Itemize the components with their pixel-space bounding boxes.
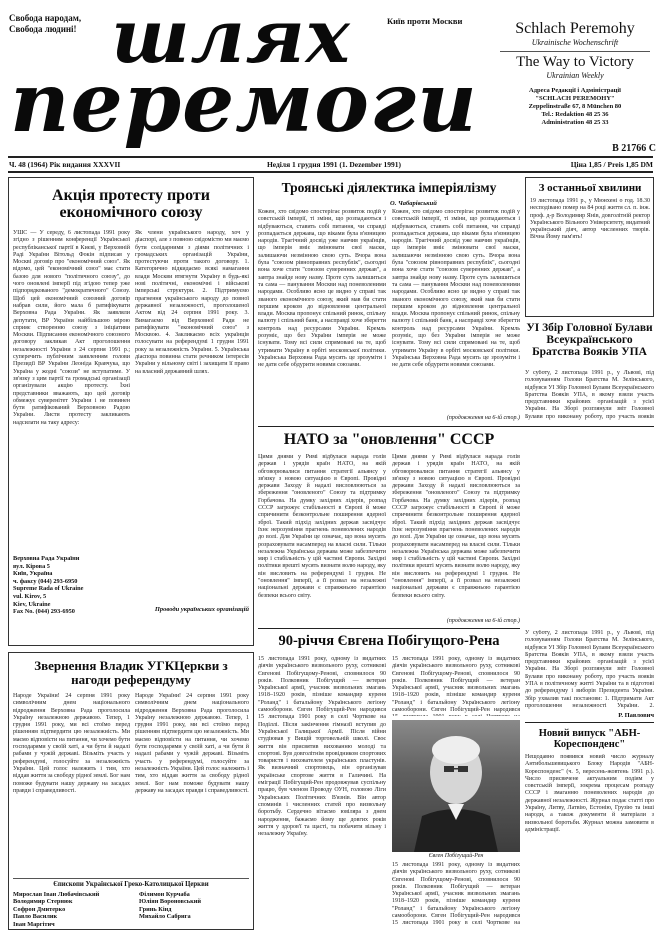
trojan-byline: О. Чабарівський <box>390 200 437 207</box>
address-line: Київ, Україна <box>13 570 53 578</box>
last-minute-body: 19 листопада 1991 р., у Мюнхені о год. 18.30 несподівано помер на 84 році життя сл. п. інж. проф. д-р Володимир Янів, довголітній ректор Українського Вільного Університету, видатний український діяч, автор численних творів. Вічна Йому пам'ять! <box>530 198 650 241</box>
protest-article <box>8 177 254 646</box>
anniversary-body-col1: 15 листопада 1991 року, одному із видатних діячів українського визвольного руху, сотникові Євгенові Побігущому-Ренові, сповнилося 90 років. Полковник Побігущий — ветеран Української армії, учасник визвольних змагань 1918–1920 років, пізніше командир куреня "Роланд" і батальйону Українського легіону самооборони. Євген Побігущий-Рен народився 15 листопада 1901 року в селі Чорткове на Поділлі. Після закінчення гімназії вступив до Української Галицької Армії. Після війни студіював у Вищій торговельній школі. Своє життя він присвятив вихованню молоді та спортові. Був довголітнім провідником спортових товариств і вихователем українських пластунів. Як визначний спортовець, він організував українське спортове життя в Галичині. На еміграції Побігущий-Рен продовжував суспільну працю, був членом Проводу ОУН, головою Ліги Українських Політичних В'язнів. Він автор споминів і численних статей про визвольну боротьбу. Сердечно вітаємо ювіляра з днем народження, бажаємо йому ще довгих років життя у здоров'ї та щасті, та побачити вільну і незалежну Україну. <box>258 656 386 838</box>
masthead-right-divider <box>500 51 650 52</box>
nato-continued: (продовження на 6-ій стор.) <box>392 618 520 624</box>
anniversary-article <box>258 632 520 930</box>
protest-body-col2: Як члени українського народу, хоч у діаспорі, але з повною свідомістю ми маємо бути солідарними з діями політичних і громадських організацій України, протестуючи проти такого договору. 1. Категорично відкидаємо всякі намагання влади Москви втягнути Україну в будь-які нові політичні, економічні і військові імперські структури. 2. Підтримуємо прагнення українського народу до повної державної незалежності, проголошеної Актом від 24 серпня 1991 року. 3. Вимагаємо від Верховної Ради не ратифікувати "економічний союз" з Москвою. 4. Закликаємо всіх українців голосувати на референдумі 1 грудня 1991 року за незалежність України. 5. Українська діаспора повинна стати речником інтересів України у вільному світі і захищати її право на власний державний шлях. <box>135 230 249 375</box>
address-line: vul. Kirov, 5 <box>13 592 47 600</box>
trojan-body-col2: Кожен, хто свідомо спостерігає розвиток подій у совєтській імперії, ті зміни, що розпадаються і відбуваються, ставить собі питання, чи справді розпадається держава, що віками була в'язницею народів. Трагічний досвід уже навчив українців, що імперія вміє змінювати свої маски, залишаючи незмінною свою суть. Вчора вона була "союзом рівноправних республік", сьогодні вона хоче стати "союзом суверенних держав", а завтра знайде нову назву. Проте суть залишиться та сама — панування Москви над поневоленими народами. Особливо ясно це видно у справі так званого економічного союзу, який мав би стати першим кроком до відновлення центральної влади. Москва пропонує спільний ринок, спільну валюту і спільний банк, а насправді хоче зберегти контроль над ресурсами України. Кремль розуміє, що без України імперія не може існувати. Тому всі сили спрямовані на те, щоб утримати Україну в орбіті московської політики. Українська Верховна Рада мусить це зрозуміти і не дати себе обдурити новими союзами. <box>392 209 520 369</box>
signature: Володимир Стернюк <box>13 898 73 906</box>
signature: Мирослав Іван Любачівський <box>13 891 100 898</box>
signature: Софрон Дмитерко <box>13 905 66 913</box>
nato-body-col1: Цими днями у Римі відбулася нарада голів держав і урядів країн НАТО, на якій обговорювалися питання стратегії альянсу у зв'язку з новою ситуацією в Європі. Провідні держави Заходу й надалі висловлюються за збереження "оновленого" Союзу та підтримку Горбачова. На думку західних лідерів, розпад СССР загрожує стабільності в Європі й може спричинити безконтрольне поширення ядерної зброї. Такий підхід західних держав засвідчує їхнє нерозуміння прагнень поневолених народів до волі. Для України це означає, що вона мусить розраховувати насамперед на власні сили. Тільки незалежна Українська держава може забезпечити мир і стабільність у цій частині Європи. Західні політики врешті мусять визнати волю народу, яку він висловить на референдумі 1 грудня. Не "оновлення" імперії, а її розвал на незалежні національні держави є справжньою гарантією безпеки всього світу. <box>258 454 386 599</box>
portrait-photo <box>392 720 520 852</box>
address-line: Tel.: Redaktion 48 25 36 <box>541 111 609 118</box>
bishops-body-right: Народе України! 24 серпня 1991 року символічним днем національного відродження Верховна Рада проголосила Україну незалежною державою. Тепер, 1 грудня 1991 року, ми всі стоїмо перед рішенням підтвердити цю незалежність. Ми маємо відповісти на питання, чи хочемо бути господарями у своїй хаті, а чи бути й надалі рабами у чужій державі. Візьміть участь у референдумі, голосуйте за незалежність України. Цей голос належить і тим, хто віддав життя за свободу рідної землі. Бог нам поможе будувати нашу державу на засадах правди і справедливості. <box>135 693 249 794</box>
signature: Михайло Сабрига <box>139 913 191 921</box>
right-rule <box>525 722 654 723</box>
trojan-body-col1: Кожен, хто свідомо спостерігає розвиток подій у совєтській імперії, ті зміни, що розпадаються і відбуваються, ставить собі питання, чи справді розпадається держава, що віками була в'язницею народів. Трагічний досвід уже навчив українців, що імперія вміє змінювати свої маски, залишаючи незмінною свою суть. Вчора вона була "союзом рівноправних республік", сьогодні вона хоче стати "союзом суверенних держав", а завтра знайде нову назву. Проте суть залишиться та сама — панування Москви над поневоленими народами. Особливо ясно це видно у справі так званого економічного союзу, який мав би стати першим кроком до відновлення центральної влади. Москва пропонує спільний ринок, спільну валюту і спільний банк, а насправді хоче зберегти контроль над ресурсами України. Кремль розуміє, що без України імперія не може існувати. Тому всі сили спрямовані на те, щоб утримати Україну в орбіті московської політики. Українська Верховна Рада мусить це зрозуміти і не дати себе обдурити новими союзами. <box>258 209 386 369</box>
signatures-right <box>139 891 249 921</box>
protest-signoff: Проводи українських організацій <box>154 606 249 613</box>
upa-signature: Р. Павлович <box>618 712 654 719</box>
masthead <box>0 0 660 162</box>
anniversary-body-col2-top: 15 листопада 1991 року, одному із видатних діячів українського визвольного руху, сотникові Євгенові Побігущому-Ренові, сповнилося 90 років. Полковник Побігущий — ветеран Української армії, учасник визвольних змагань 1918–1920 років, пізніше командир куреня "Роланд" і батальйону Українського легіону самооборони. Євген Побігущий-Рен народився <box>392 656 520 714</box>
trojan-headline: Троянські діялектика імперіялізму <box>281 180 497 195</box>
protest-address <box>13 555 130 616</box>
signature: Філимон Курчаба <box>139 891 190 898</box>
signature: Павло Василик <box>13 913 58 921</box>
address-line: Fax No. (044) 293-6950 <box>13 608 75 616</box>
address-block <box>490 87 660 127</box>
address-line: Zeppelinstraße 67, 8 München 80 <box>528 103 622 110</box>
address-line: Administration 48 25 33 <box>541 119 609 126</box>
abn-body: Нещодавно появився новий число журналу Антибольшевицького Блоку Народів "АБН-Кореспонденс" (ч. 5, вересень-жовтень 1991 р.). Число присвячене актуальним подіям у совєтській імперії, зокрема процесам розпаду СССР і змаганню поневолених народів до державної незалежності. Журнал подає статті про Україну, Литву, Латвію, Естонію, Грузію та інші народи, а також документи й матеріали з визвольної боротьби. Журнал можна замовити в адміністрації. <box>525 754 654 833</box>
address-line: Kiev, Ukraine <box>13 600 51 608</box>
bishops-appeal <box>8 652 254 930</box>
center-rule-2 <box>258 628 520 629</box>
protest-headline: Акція протесту проти економічного союзу <box>52 187 210 221</box>
trojan-article <box>258 177 520 425</box>
slogan-line-2: Свобода людині! <box>9 24 77 34</box>
masthead-rule-top <box>8 156 653 158</box>
anniversary-body-col2-bottom: 15 листопада 1991 року, одному із видатних діячів українського визвольного руху, сотникові Євгенові Побігущому-Ренові, сповнилося 90 років. Полковник Побігущий — ветеран Української армії, учасник визвольних змагань 1918–1920 років, пізніше командир куреня "Роланд" і батальйону Українського легіону самооборони. Євген Побігущий-Рен народився 15 листопада 1901 року в селі Чорткове на <box>392 862 520 927</box>
abn-article <box>525 726 654 930</box>
signatures-left <box>13 891 133 928</box>
portrait-image <box>392 720 520 852</box>
slogan <box>9 13 99 35</box>
upa-headline: УІ Збір Головної Булави Всеукраїнського Братства Вояків УПА <box>526 322 653 359</box>
masthead-right <box>490 20 660 127</box>
bishops-body-left: Народе України! 24 серпня 1991 року символічним днем національного відродження Верховна Рада проголосила Україну незалежною державою. Тепер, 1 грудня 1991 року, ми всі стоїмо перед рішенням підтвердити цю незалежність. Ми маємо відповісти на питання, чи хочемо бути господарями у своїй хаті, а чи бути й надалі рабами у чужій державі. Візьміть участь у референдумі, голосуйте за незалежність України. Цей голос належить і тим, хто віддав життя за свободу рідної землі. Бог нам поможе будувати нашу державу на засадах правди і справедливості. <box>13 693 130 794</box>
signature: Гринь Кінд <box>139 905 172 913</box>
upa-body: У суботу, 2 листопада 1991 р., у Львові, під головуванням Голови Братства М. Зелінського, відбувся УІ Збір Головної Булави Всеукраїнського Братства Вояків УПА, в якому взяли участь представники крайових організацій з усієї України. На Зборі розглянули звіт Головної Булави про виконану роботу, про участь вояків <box>525 370 654 420</box>
portrait-caption: Євген Побігущий-Рен <box>428 853 484 859</box>
masthead-title-line-2: перемоги <box>10 55 478 151</box>
right-subtitle-en: Ukrainian Weekly <box>546 71 604 80</box>
address-line: "SCHLACH PEREMOHY" <box>535 95 615 102</box>
bishops-headline: Звернення Владик УГКЦеркви з нагоди референдуму <box>34 658 228 687</box>
bishops-divider <box>13 878 249 879</box>
bishops-sign-title: Єпископи Української Греко-Католицької Церкви <box>53 881 209 888</box>
right-title-en: The Way to Victory <box>516 54 634 70</box>
address-line: Адреса Редакції і Адміністрації <box>529 87 621 94</box>
price-line: Ціна 1,85 / Preis 1,85 DM <box>570 160 653 169</box>
protest-body: УШС — У середу, 6 листопада 1991 року згідно з рішенням конференції Української республіканської партії в Києві, у Верховній Раді України Вітольд Фокін підписав у Москві договір про "економічний союз". Як відомо, цей "економічний союз" має стати базою для нового "політичного союзу", до чого оновлені імперії під згідою тепер уже підпорядкованого "демократичного" Союзу. Щоб цей економічний союзний договір набрав сили, його мала б ратифікувати Верховна Рада України. Як заявляли депутати, ВР України найбільшою мірою сприяє створенню союзу з ініціативи Москви. Підписання економічного союзного договору закликав Акт проголошення незалежності України з 24 серпня 1991 р.; суперечить публічним заявленням голови Президії ВР України Леоніда Кравчука, що Україна у жодні "союзи" не вступатиме. У зв'язку з цим партії та громадські організації організували акцію протесту. Їхні представники вважають, що цей договір обмежує суверенітет України і не повинен бути ратифікований Верховною Радою України. Листи протесту закликають надсилати на таку адресу: <box>13 230 130 426</box>
last-minute-title: З останньої хвилини <box>538 182 642 194</box>
signature: Юліян Вороновський <box>139 898 202 906</box>
slogan-line-1: Свобода народам, <box>9 13 82 23</box>
date-line: Неділя 1 грудня 1991 (1. Dezember 1991) <box>266 160 402 169</box>
signature: Іван Маргітич <box>13 920 55 928</box>
masthead-title-line-1: шлях <box>111 0 351 80</box>
last-minute-box <box>525 177 654 317</box>
address-line: вул. Кірова 5 <box>13 562 50 570</box>
trojan-continued: (продовження на 6-ій стор.) <box>446 415 520 421</box>
masthead-rule-bottom <box>8 171 653 173</box>
nato-body-col2: Цими днями у Римі відбулася нарада голів держав і урядів країн НАТО, на якій обговорювалися питання стратегії альянсу у зв'язку з новою ситуацією в Європі. Провідні держави Заходу й надалі висловлюються за збереження "оновленого" Союзу та підтримку Горбачова. На думку західних лідерів, розпад СССР загрожує стабільності в Європі й може спричинити безконтрольне поширення ядерної зброї. Такий підхід західних держав засвідчує їхнє нерозуміння прагнень поневолених народів до волі. Для України це означає, що вона мусить розраховувати насамперед на власні сили. Тільки незалежна Українська держава може забезпечити мир і стабільність у цій частині Європи. Західні політики врешті мусять визнати волю народу, яку він висловить на референдумі 1 грудня. Не "оновлення" імперії, а її розвал на незалежні національні держави є справжньою гарантією безпеки всього світу. <box>392 454 520 599</box>
address-line: Верховна Рада України <box>13 555 80 562</box>
issue-line: Ч. 48 (1964) Рік видання XXXVII <box>9 160 121 169</box>
anniversary-headline: 90-річчя Євгена Побігущого-Рена <box>278 633 500 649</box>
abn-headline: Новий випуск "АБН-Кореспонденс" <box>538 728 641 751</box>
right-subtitle-de: Ukrainische Wochenschrift <box>531 38 619 47</box>
right-title-de: Schlach Peremohy <box>515 20 635 37</box>
address-line: ч. факсу (044) 293-6950 <box>13 577 78 585</box>
address-line: Supreme Rada of Ukraine <box>13 585 84 593</box>
kyiv-note: Київ проти Москви <box>387 16 463 26</box>
price-code: B 21766 C <box>612 143 656 154</box>
upa-body-lower: У суботу, 2 листопада 1991 р., у Львові, під головуванням Голови Братства М. Зелінського, відбувся УІ Збір Головної Булави Всеукраїнського Братства Вояків УПА, в якому взяли участь представники крайових організацій з усієї України. На Зборі розглянули звіт Головної Булави про виконану роботу, про участь вояків УПА в політичному житті України та в підготові до референдуму і виборів Президента України. Збір ухвалив такі постанови: 1. Підтримати Акт проголошення незалежності України. 2. <box>525 630 654 709</box>
nato-headline: НАТО за "оновлення" СССР <box>283 431 495 448</box>
